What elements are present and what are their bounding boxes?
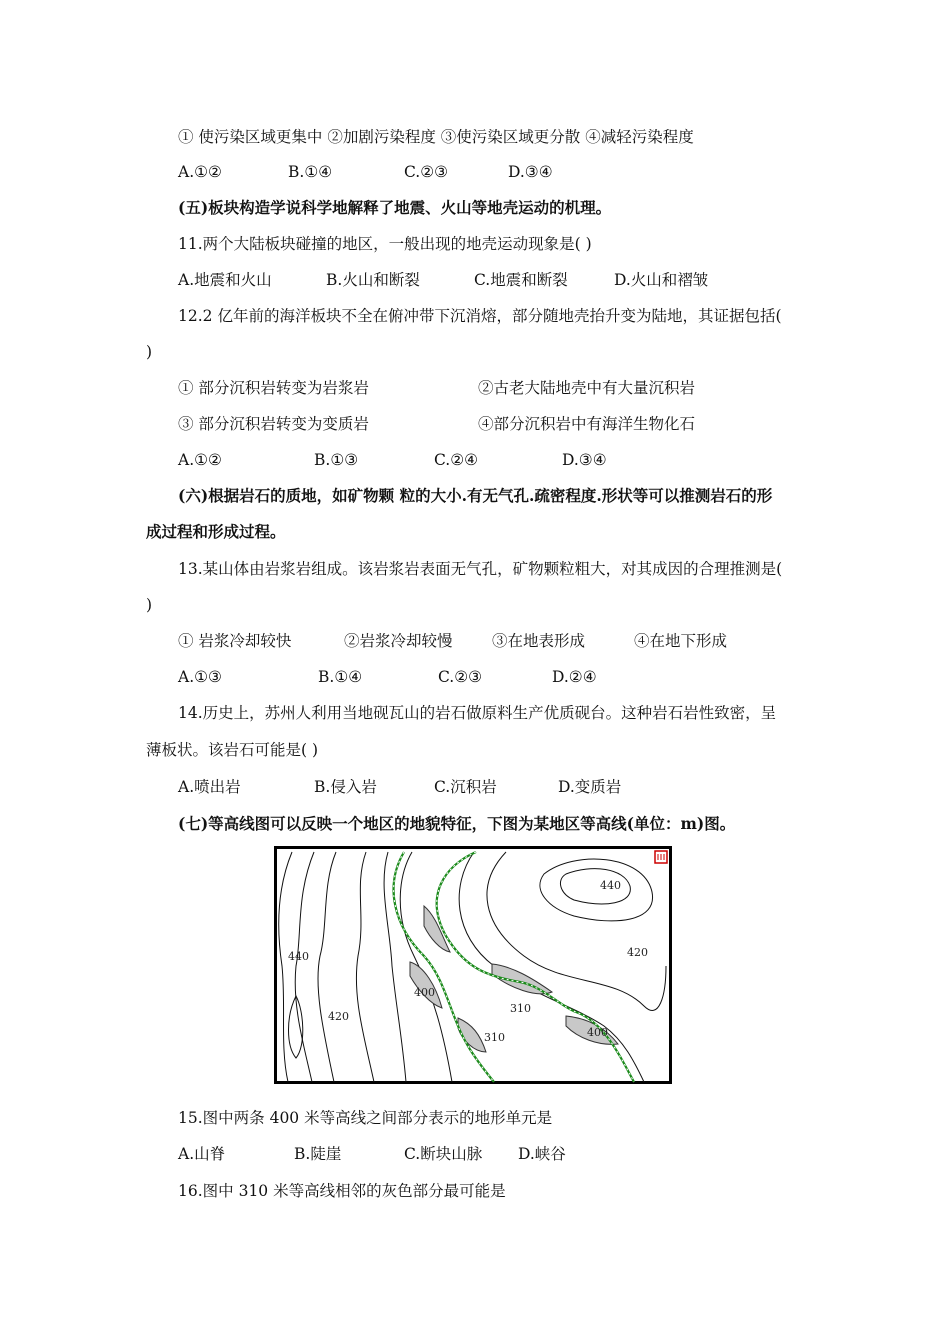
option-c: C.②③ xyxy=(404,163,449,181)
option-d: D.②④ xyxy=(552,668,597,686)
q13-choice-4: ④在地下形成 xyxy=(634,632,728,650)
q12-stem-line2: ) xyxy=(146,343,153,361)
option-b: B.①④ xyxy=(318,668,363,686)
option-c: C.②③ xyxy=(438,668,483,686)
contour-label: 400 xyxy=(587,1026,608,1039)
q12-choice-3: ③ 部分沉积岩转变为变质岩 xyxy=(178,415,369,433)
section-5-heading: (五)板块构造学说科学地解释了地震、火山等地壳运动的机理。 xyxy=(178,198,612,217)
option-a: A.①③ xyxy=(178,668,222,686)
contour-label: 420 xyxy=(328,1010,349,1023)
q10-choices: ① 使污染区域更集中 ②加剧污染程度 ③使污染区域更分散 ④减轻污染程度 xyxy=(178,128,694,146)
contour-label: 440 xyxy=(288,950,309,963)
contour-label: 440 xyxy=(600,879,621,892)
q12-choice-2: ②古老大陆地壳中有大量沉积岩 xyxy=(478,379,696,397)
option-a: A.山脊 xyxy=(178,1145,226,1163)
q11-options xyxy=(178,269,708,291)
option-b: B.①④ xyxy=(288,163,333,181)
q12-choice-1: ① 部分沉积岩转变为岩浆岩 xyxy=(178,379,369,397)
q13-stem-line2: ) xyxy=(146,596,153,614)
q11-stem: 11.两个大陆板块碰撞的地区，一般出现的地壳运动现象是( ) xyxy=(178,235,592,253)
option-a: A.①② xyxy=(178,163,222,181)
option-c: C.沉积岩 xyxy=(434,778,497,796)
option-d: D.③④ xyxy=(508,163,553,181)
q16-stem: 16.图中 310 米等高线相邻的灰色部分最可能是 xyxy=(178,1182,506,1200)
option-a: A.喷出岩 xyxy=(178,778,241,796)
q15-stem: 15.图中两条 400 米等高线之间部分表示的地形单元是 xyxy=(178,1109,553,1127)
section-6-heading-line2: 成过程和形成过程。 xyxy=(146,522,286,541)
option-b: B.火山和断裂 xyxy=(326,271,420,289)
q12-stem-line1: 12.2 亿年前的海洋板块不全在俯冲带下沉消熔，部分随地壳抬升变为陆地，其证据包括( xyxy=(178,307,782,325)
option-b: B.陡崖 xyxy=(294,1145,342,1163)
option-c: C.②④ xyxy=(434,451,479,469)
q13-choice-2: ②岩浆冷却较慢 xyxy=(344,632,453,650)
q14-stem-line2: 薄板状。该岩石可能是( ) xyxy=(146,741,319,759)
q12-choice-4: ④部分沉积岩中有海洋生物化石 xyxy=(478,415,696,433)
contour-label: 400 xyxy=(414,986,435,999)
option-d: D.峡谷 xyxy=(518,1145,566,1163)
q13-choice-1: ① 岩浆冷却较快 xyxy=(178,632,292,650)
option-d: D.变质岩 xyxy=(558,778,622,796)
option-c: C.地震和断裂 xyxy=(474,271,568,289)
contour-label: 420 xyxy=(627,946,648,959)
q13-choice-3: ③在地表形成 xyxy=(492,632,586,650)
option-d: D.火山和褶皱 xyxy=(614,271,709,289)
option-a: A.①② xyxy=(178,451,222,469)
contour-map xyxy=(274,846,672,1084)
option-c: C.断块山脉 xyxy=(404,1145,483,1163)
q12-options xyxy=(178,449,607,471)
option-b: B.①③ xyxy=(314,451,359,469)
section-7-heading: (七)等高线图可以反映一个地区的地貌特征，下图为某地区等高线(单位：m)图。 xyxy=(178,814,736,833)
q13-choices xyxy=(178,630,727,652)
q15-options xyxy=(178,1143,566,1165)
contour-label: 310 xyxy=(510,1002,531,1015)
section-6-heading-line1: (六)根据岩石的质地，如矿物颗 粒的大小.有无气孔.疏密程度.形状等可以推测岩石的形 xyxy=(178,486,773,505)
q14-options xyxy=(178,776,621,798)
contour-label: 310 xyxy=(484,1031,505,1044)
q14-stem-line1: 14.历史上，苏州人利用当地砚瓦山的岩石做原料生产优质砚台。这种岩石岩性致密，呈 xyxy=(178,704,777,722)
q13-options xyxy=(178,666,597,688)
q13-stem-line1: 13.某山体由岩浆岩组成。该岩浆岩表面无气孔，矿物颗粒粗大，对其成因的合理推测是( xyxy=(178,560,783,578)
q10-options xyxy=(178,161,553,183)
option-a: A.地震和火山 xyxy=(178,271,272,289)
option-b: B.侵入岩 xyxy=(314,778,377,796)
option-d: D.③④ xyxy=(562,451,607,469)
